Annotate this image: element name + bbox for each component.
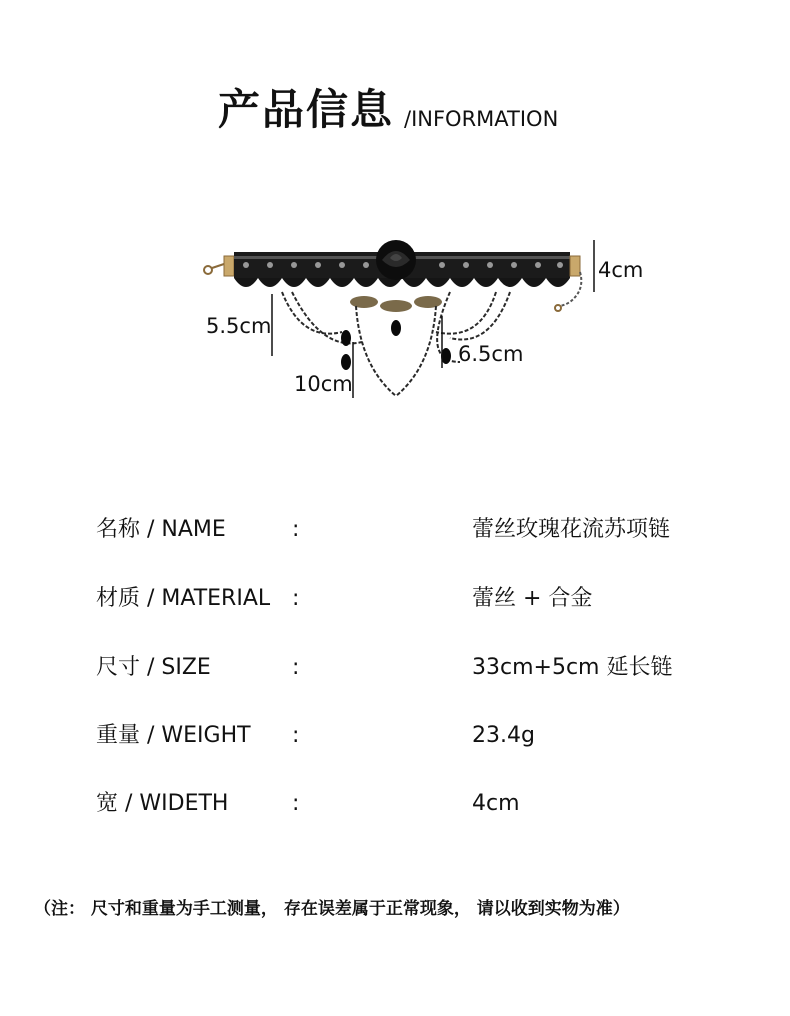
info-row-weight <box>0 720 790 752</box>
info-row-name <box>0 514 790 546</box>
info-colon: : <box>292 655 300 680</box>
info-value: 4cm <box>472 791 520 816</box>
info-row-width <box>0 788 790 820</box>
dimension-label-inner-drop: 6.5cm <box>458 342 524 366</box>
info-colon: : <box>292 791 300 816</box>
page-subtitle: /INFORMATION <box>404 107 559 131</box>
info-value: 蕾丝玫瑰花流苏项链 <box>472 517 671 542</box>
info-label: 名称 / NAME <box>96 517 226 542</box>
info-label: 材质 / MATERIAL <box>96 586 271 611</box>
info-label: 尺寸 / SIZE <box>96 655 211 680</box>
info-label: 重量 / WEIGHT <box>96 723 251 748</box>
info-row-material <box>0 583 790 615</box>
filigree-ornament <box>350 296 442 312</box>
tassel-beads <box>341 320 451 370</box>
info-label: 宽 / WIDETH <box>96 791 229 816</box>
left-clasp-icon <box>204 256 234 276</box>
info-value: 蕾丝 + 合金 <box>472 586 593 611</box>
measurement-footnote: （注： 尺寸和重量为手工测量， 存在误差属于正常现象， 请以收到实物为准） <box>34 899 630 919</box>
info-row-size <box>0 652 790 684</box>
dimension-label-center-drop: 10cm <box>294 372 353 396</box>
info-value: 23.4g <box>472 723 535 748</box>
page-header <box>0 84 790 140</box>
info-colon: : <box>292 723 300 748</box>
dimension-label-band-height: 4cm <box>598 258 644 282</box>
info-colon: : <box>292 517 300 542</box>
info-colon: : <box>292 586 300 611</box>
rose-icon <box>376 240 416 280</box>
dimension-label-side-drop: 5.5cm <box>206 314 272 338</box>
page-title: 产品信息 <box>218 85 395 134</box>
info-value: 33cm+5cm 延长链 <box>472 655 673 680</box>
